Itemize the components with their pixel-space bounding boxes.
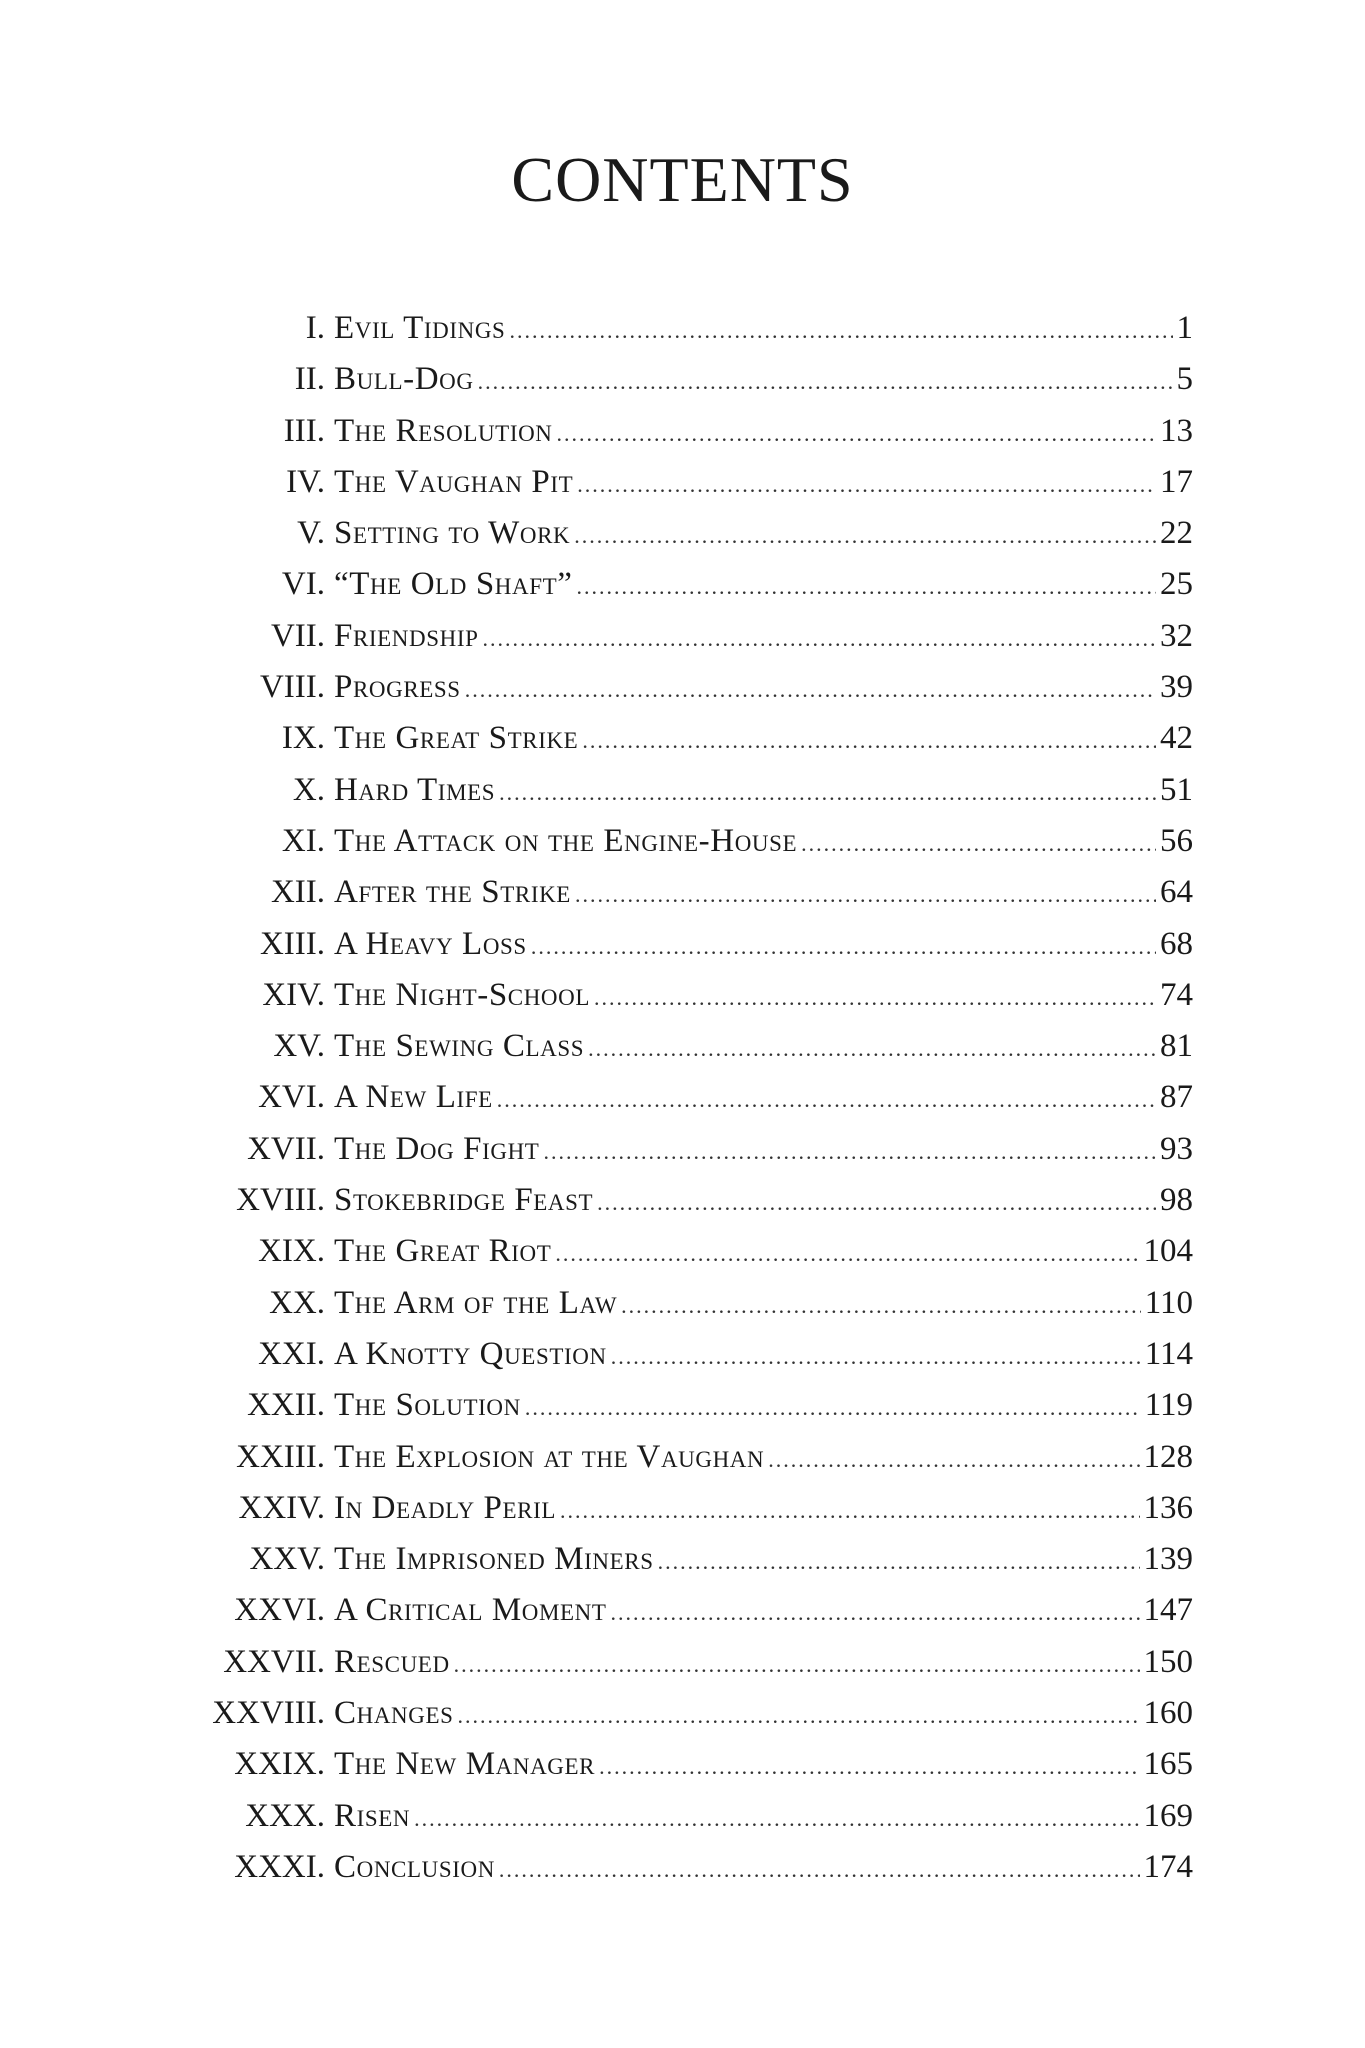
dot-leader [588,1023,1156,1074]
dot-leader [465,664,1156,715]
chapter-title: Risen [334,1797,411,1834]
chapter-line [334,1072,1193,1125]
chapter-number: XXII. [247,1387,325,1424]
dot-leader [574,510,1156,561]
chapter-title: The New Manager [334,1746,596,1783]
chapter-number: VII. [270,617,325,654]
chapter-page-number: 150 [1143,1643,1193,1680]
chapter-line [334,457,1193,510]
dot-leader [594,972,1156,1023]
chapter-number: XXIV. [238,1489,325,1526]
chapter-number: XII. [270,874,325,911]
chapter-title: A Critical Moment [334,1592,607,1629]
chapter-line [334,1021,1193,1074]
dot-leader [611,1331,1141,1382]
chapter-page-number: 42 [1160,720,1193,757]
chapter-title: Friendship [334,617,479,654]
chapter-page-number: 5 [1176,361,1193,398]
chapter-title: The Vaughan Pit [334,463,574,500]
chapter-number: XVI. [258,1079,325,1116]
toc-entry [0,867,1365,918]
chapter-page-number: 51 [1160,771,1193,808]
chapter-line [334,970,1193,1023]
chapter-page-number: 119 [1144,1387,1193,1424]
chapter-line [334,765,1193,818]
chapter-number: V. [297,515,325,552]
chapter-title: “The Old Shaft” [334,566,573,603]
chapter-line [334,508,1193,561]
chapter-page-number: 136 [1143,1489,1193,1526]
toc-entry [0,303,1365,354]
chapter-title: A New Life [334,1079,493,1116]
dot-leader [577,561,1156,612]
chapter-line [334,1739,1193,1792]
chapter-title: The Solution [334,1387,521,1424]
chapter-title: Stokebridge Feast [334,1182,594,1219]
toc-entry [0,559,1365,610]
chapter-title: Setting to Work [334,515,571,552]
chapter-line [334,611,1193,664]
toc-entry [0,1226,1365,1277]
chapter-title: The Night-School [334,976,590,1013]
dot-leader [482,613,1156,664]
chapter-number: XXI. [258,1335,325,1372]
dot-leader [575,869,1156,920]
chapter-number: XXIX. [234,1746,325,1783]
chapter-page-number: 81 [1160,1028,1193,1065]
chapter-number: XXX. [245,1797,325,1834]
chapter-title: After the Strike [334,874,571,911]
toc-entry [0,1432,1365,1483]
dot-leader [454,1639,1140,1690]
chapter-page-number: 139 [1143,1541,1193,1578]
chapter-line [334,1688,1193,1741]
chapter-title: The Explosion at the Vaughan [334,1438,765,1475]
chapter-line [334,1329,1193,1382]
chapter-page-number: 68 [1160,925,1193,962]
chapter-page-number: 169 [1143,1797,1193,1834]
chapter-number: XVIII. [236,1182,325,1219]
dot-leader [577,459,1156,510]
toc-entry [0,662,1365,713]
chapter-number: XIX. [258,1233,325,1270]
chapter-page-number: 128 [1143,1438,1193,1475]
chapter-line [334,713,1193,766]
toc-entry [0,1842,1365,1893]
toc-entry [0,1124,1365,1175]
chapter-number: XIII. [259,925,325,962]
dot-leader [499,767,1156,818]
chapter-page-number: 87 [1160,1079,1193,1116]
toc-entry [0,816,1365,867]
chapter-page-number: 17 [1160,463,1193,500]
chapter-number: VI. [281,566,325,603]
chapter-number: IX. [281,720,325,757]
toc-entry [0,1585,1365,1636]
chapter-page-number: 104 [1143,1233,1193,1270]
toc-entry [0,1175,1365,1226]
dot-leader [621,1280,1141,1331]
chapter-page-number: 1 [1176,310,1193,346]
chapter-line [334,662,1193,715]
toc-entry [0,1021,1365,1072]
chapter-number: XXXI. [234,1848,325,1885]
chapter-page-number: 110 [1144,1284,1193,1321]
dot-leader [582,715,1156,766]
chapter-page-number: 39 [1160,669,1193,706]
chapter-line [334,1637,1193,1690]
dot-leader [560,1485,1139,1536]
chapter-line [334,1226,1193,1279]
chapter-line [334,1380,1193,1433]
chapter-number: XXVIII. [212,1695,325,1732]
chapter-line [334,1175,1193,1228]
chapter-title: Bull-Dog [334,361,474,398]
toc-entry [0,611,1365,662]
chapter-title: Rescued [334,1643,450,1680]
chapter-number: XXIII. [236,1438,325,1475]
toc-entry [0,1534,1365,1585]
chapter-number: III. [283,412,325,449]
chapter-number: IV. [286,463,325,500]
chapter-title: The Great Riot [334,1233,552,1270]
dot-leader [509,305,1172,356]
toc-entry [0,1072,1365,1123]
chapter-number: XXVI. [234,1592,325,1629]
chapter-number: XIV. [262,976,325,1013]
toc-entry [0,354,1365,405]
chapter-line [334,354,1193,407]
chapter-number: XXVII. [223,1643,325,1680]
chapter-title: In Deadly Peril [334,1489,557,1526]
toc-entry [0,919,1365,970]
toc-entry [0,1278,1365,1329]
dot-leader [768,1434,1139,1485]
chapter-number: II. [294,361,325,398]
chapter-number: XV. [273,1028,325,1065]
chapter-title: Conclusion [334,1848,495,1885]
chapter-line [334,1534,1193,1587]
chapter-title: The Great Strike [334,720,579,757]
chapter-line [334,1432,1193,1485]
chapter-page-number: 25 [1160,566,1193,603]
chapter-title: The Resolution [334,412,553,449]
dot-leader [555,1228,1139,1279]
chapter-line [334,1124,1193,1177]
chapter-title: Hard Times [334,771,496,808]
chapter-number: VIII. [259,669,325,706]
chapter-line [334,1483,1193,1536]
toc-entry [0,765,1365,816]
chapter-line [334,1585,1193,1638]
dot-leader [458,1690,1140,1741]
toc-entry [0,970,1365,1021]
dot-leader [531,921,1156,972]
toc-entry [0,457,1365,508]
toc-entry [0,713,1365,764]
dot-leader [499,1844,1140,1895]
toc-entry [0,1329,1365,1380]
chapter-title: The Imprisoned Miners [334,1541,654,1578]
chapter-number: XI. [281,822,325,859]
chapter-number: XXV. [249,1541,325,1578]
dot-leader [599,1741,1139,1792]
dot-leader [497,1074,1156,1125]
chapter-line [334,919,1193,972]
chapter-line [334,816,1193,869]
chapter-title: A Heavy Loss [334,925,527,962]
dot-leader [801,818,1156,869]
dot-leader [543,1126,1156,1177]
chapter-line [334,867,1193,920]
chapter-page-number: 56 [1160,822,1193,859]
chapter-line [334,559,1193,612]
dot-leader [414,1793,1139,1844]
chapter-number: I. [305,310,325,346]
chapter-title: Progress [334,669,461,706]
chapter-page-number: 147 [1143,1592,1193,1629]
toc-entry [0,1739,1365,1790]
chapter-page-number: 32 [1160,617,1193,654]
chapter-title: A Knotty Question [334,1335,607,1372]
chapter-number: X. [292,771,325,808]
chapter-page-number: 74 [1160,976,1193,1013]
chapter-title: The Sewing Class [334,1028,585,1065]
dot-leader [525,1382,1141,1433]
table-of-contents [0,303,1365,1893]
dot-leader [557,408,1156,459]
dot-leader [658,1536,1140,1587]
chapter-page-number: 114 [1144,1335,1193,1372]
chapter-title: The Arm of the Law [334,1284,618,1321]
chapter-page-number: 22 [1160,515,1193,552]
chapter-line [334,303,1193,356]
toc-entry [0,1688,1365,1739]
toc-entry [0,1791,1365,1842]
chapter-line [334,1791,1193,1844]
dot-leader [597,1177,1156,1228]
chapter-page-number: 165 [1143,1746,1193,1783]
toc-entry [0,1483,1365,1534]
chapter-title: Changes [334,1695,454,1732]
chapter-page-number: 160 [1143,1695,1193,1732]
page-title: CONTENTS [511,144,854,215]
toc-entry [0,508,1365,559]
chapter-title: The Dog Fight [334,1130,540,1167]
chapter-page-number: 174 [1143,1848,1193,1885]
toc-entry [0,1637,1365,1688]
toc-entry [0,406,1365,457]
chapter-title: The Attack on the Engine-House [334,822,798,859]
chapter-page-number: 98 [1160,1182,1193,1219]
chapter-page-number: 93 [1160,1130,1193,1167]
chapter-page-number: 13 [1160,412,1193,449]
toc-entry [0,1380,1365,1431]
chapter-line [334,1842,1193,1895]
dot-leader [611,1587,1140,1638]
chapter-number: XX. [269,1284,325,1321]
chapter-page-number: 64 [1160,874,1193,911]
chapter-number: XVII. [247,1130,325,1167]
chapter-line [334,1278,1193,1331]
dot-leader [478,356,1173,407]
chapter-title: Evil Tidings [334,310,506,346]
chapter-line [334,406,1193,459]
